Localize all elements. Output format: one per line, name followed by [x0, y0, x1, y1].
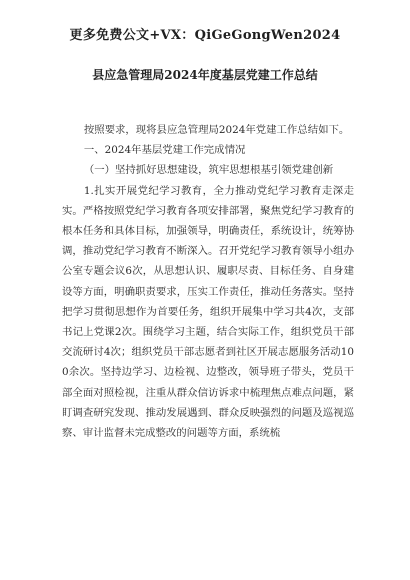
- document-body: [62, 120, 354, 443]
- body-paragraph: 1.扎实开展党纪学习教育，全力推动党纪学习教育走深走实。严格按照党纪学习教育各项安排部署，聚焦党纪学习教育的根本任务和具体目标，加强领导，明确责任，系统设计，统筹协调，推动党纪学习教育不断深入。召开党纪学习教育领导小组办公室专题会议6次，从思想认识、履职尽责、目标任务、自身建设等方面，明确职责要求，压实工作责任，推动任务落实。坚持把学习贯彻思想作为首要任务，组织开展集中学习共4次，支部书记上党课2次。围绕学习主题，结合实际工作，组织党员干部交流研讨4次；组织党员干部志愿者到社区开展志愿服务活动100余次。坚持边学习、边检视、边整改，领导班子带头，党员干部全面对照检视，注重从群众信访诉求中梳理焦点难点问题，紧盯调查研究发现、推动发展遇到、群众反映强烈的问题及巡视巡察、审计监督未完成整改的问题等方面，系统梳: [62, 184, 354, 440]
- subsection-heading: （一）坚持抓好思想建设，筑牢思想根基引领党建创新: [83, 164, 334, 177]
- intro-paragraph: 按照要求，现将县应急管理局2024年党建工作总结如下。: [83, 124, 350, 136]
- document-title: 县应急管理局2024年度基层党建工作总结: [92, 68, 318, 82]
- promo-watermark: 更多免费公文+VX：QiGeGongWen2024: [69, 28, 341, 43]
- section-heading: 一、2024年基层党建工作完成情况: [83, 144, 246, 157]
